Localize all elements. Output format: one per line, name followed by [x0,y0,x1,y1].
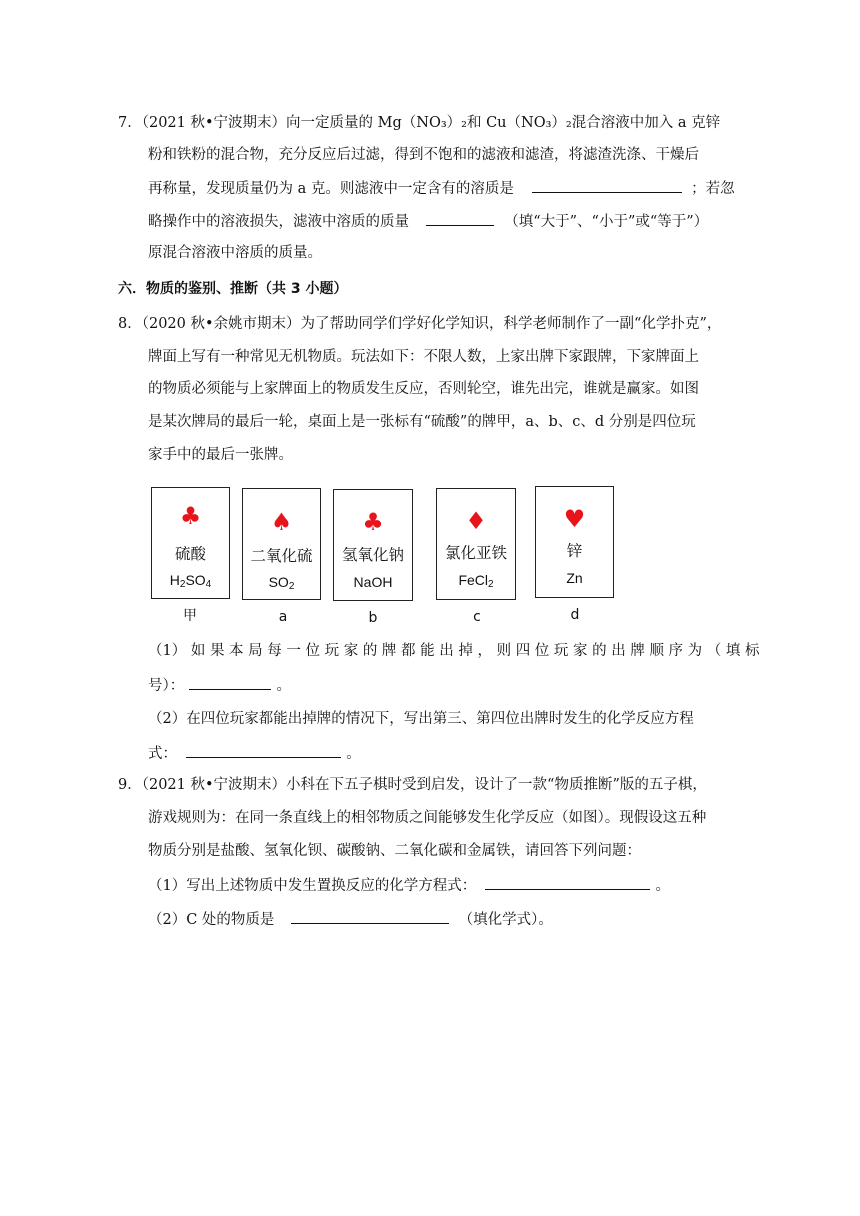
q7-line-3-tail: ；若忽 [691,181,735,197]
q8-sub2-line-2 [148,742,361,764]
q7-line-3-text: 再称量，发现质量仍为 a 克。则滤液中一定含有的溶质是 [148,181,514,197]
q7-answer-blank-1[interactable] [532,177,682,193]
card-a [242,488,321,600]
q8-sub1-line-1: （1） 如 果 本 局 每 一 位 玩 家 的 牌 都 能 出 掉 ， 则 四 位 玩 家 的 出 牌 顺 序 为 （ 填 标 [148,643,760,659]
q7-line-5: 原混合溶液中溶质的质量。 [148,245,322,261]
card-c-caption: c [473,609,481,625]
card-jia [151,487,230,599]
q7-line-1: 7．（2021 秋•宁波期末）向一定质量的 Mg（NO₃）₂和 Cu（NO₃）₂混合溶液中加入 a 克锌 [118,115,721,131]
q9-answer-blank-1[interactable] [485,874,650,890]
card-d-name: 锌 [566,542,583,560]
spade-icon: ♠ [270,508,293,536]
diamond-icon: ♦ [465,507,487,535]
card-a-caption: a [278,609,288,625]
card-d-formula: Zn [566,570,583,586]
q8-sub2-line-1: （2）在四位玩家都能出掉牌的情况下，写出第三、第四位出牌时发生的化学反应方程 [148,711,694,727]
q9-answer-blank-2[interactable] [291,908,449,924]
card-b [333,489,413,601]
q8-sub1-line-2 [148,674,291,696]
q8-line-1: 8．（2020 秋•余姚市期末）为了帮助同学们学好化学知识，科学老师制作了一副“化学扑克”， [118,316,722,332]
card-a-formula: $SO_2$ [268,574,295,592]
q8-sub1-line-2-text: 号）： [148,678,185,694]
q9-line-1: 9．（2021 秋•宁波期末）小科在下五子棋时受到启发，设计了一款“物质推断”版的五子棋， [118,777,707,793]
card-b-caption: b [368,610,378,626]
club-icon: ♣ [362,508,384,536]
card-d-caption: d [570,607,580,623]
q7-line-3 [148,177,735,199]
section-heading: 六．物质的鉴别、推断（共 3 小题） [118,281,348,297]
q9-sub1-text: （1）写出上述物质中发生置换反应的化学方程式： [148,878,477,894]
card-d [535,486,614,598]
q7-line-4-tail: （填“大于”、“小于”或“等于”） [504,214,709,230]
q9-sub1 [148,874,670,896]
q9-sub1-tail: 。 [655,878,670,894]
q7-answer-blank-2[interactable] [426,210,494,226]
q9-line-2: 游戏规则为：在同一条直线上的相邻物质之间能够发生化学反应（如图）。现假设这五种 [148,810,707,826]
q7-line-2: 粉和铁粉的混合物，充分反应后过滤，得到不饱和的滤液和滤渣，将滤渣洗涤、干燥后 [148,147,699,163]
card-c-name: 氯化亚铁 [444,544,507,562]
card-jia-caption: 甲 [183,608,197,624]
q9-line-3: 物质分别是盐酸、氢氧化钡、碳酸钠、二氧化碳和金属铁，请回答下列问题： [148,843,641,859]
q8-sub1-tail: 。 [276,678,291,694]
heart-icon: ♥ [563,505,586,533]
q7-line-4-text: 略操作中的溶液损失，滤液中溶质的质量 [148,214,409,230]
card-b-formula: NaOH [353,574,393,590]
card-c [436,488,516,600]
q8-line-3: 的物质必须能与上家牌面上的物质发生反应，否则轮空，谁先出完，谁就是赢家。如图 [148,381,699,397]
q9-sub2-text: （2）C 处的物质是 [148,912,275,928]
q9-sub2-tail: （填化学式）。 [458,912,553,928]
q8-answer-blank-1[interactable] [189,674,271,690]
card-jia-formula: $H_2SO_4$ [169,572,212,590]
q8-line-2: 牌面上写有一种常见无机物质。玩法如下：不限人数，上家出牌下家跟牌，下家牌面上 [148,349,699,365]
q7-line-4 [148,210,708,232]
q8-sub2-line-2-text: 式： [148,746,177,762]
club-icon: ♣ [179,502,202,530]
q8-line-4: 是某次牌局的最后一轮，桌面上是一张标有“硫酸”的牌甲，a、b、c、d 分别是四位玩 [148,414,696,430]
q9-sub2 [148,908,553,930]
q8-answer-blank-2[interactable] [186,742,341,758]
q8-line-5: 家手中的最后一张牌。 [148,447,293,463]
card-jia-name: 硫酸 [174,545,206,563]
card-c-formula: FeCl$_2$ [458,572,494,590]
card-b-name: 氢氧化钠 [341,546,404,564]
q8-sub2-tail: 。 [346,746,361,762]
card-a-name: 二氧化硫 [250,547,313,565]
